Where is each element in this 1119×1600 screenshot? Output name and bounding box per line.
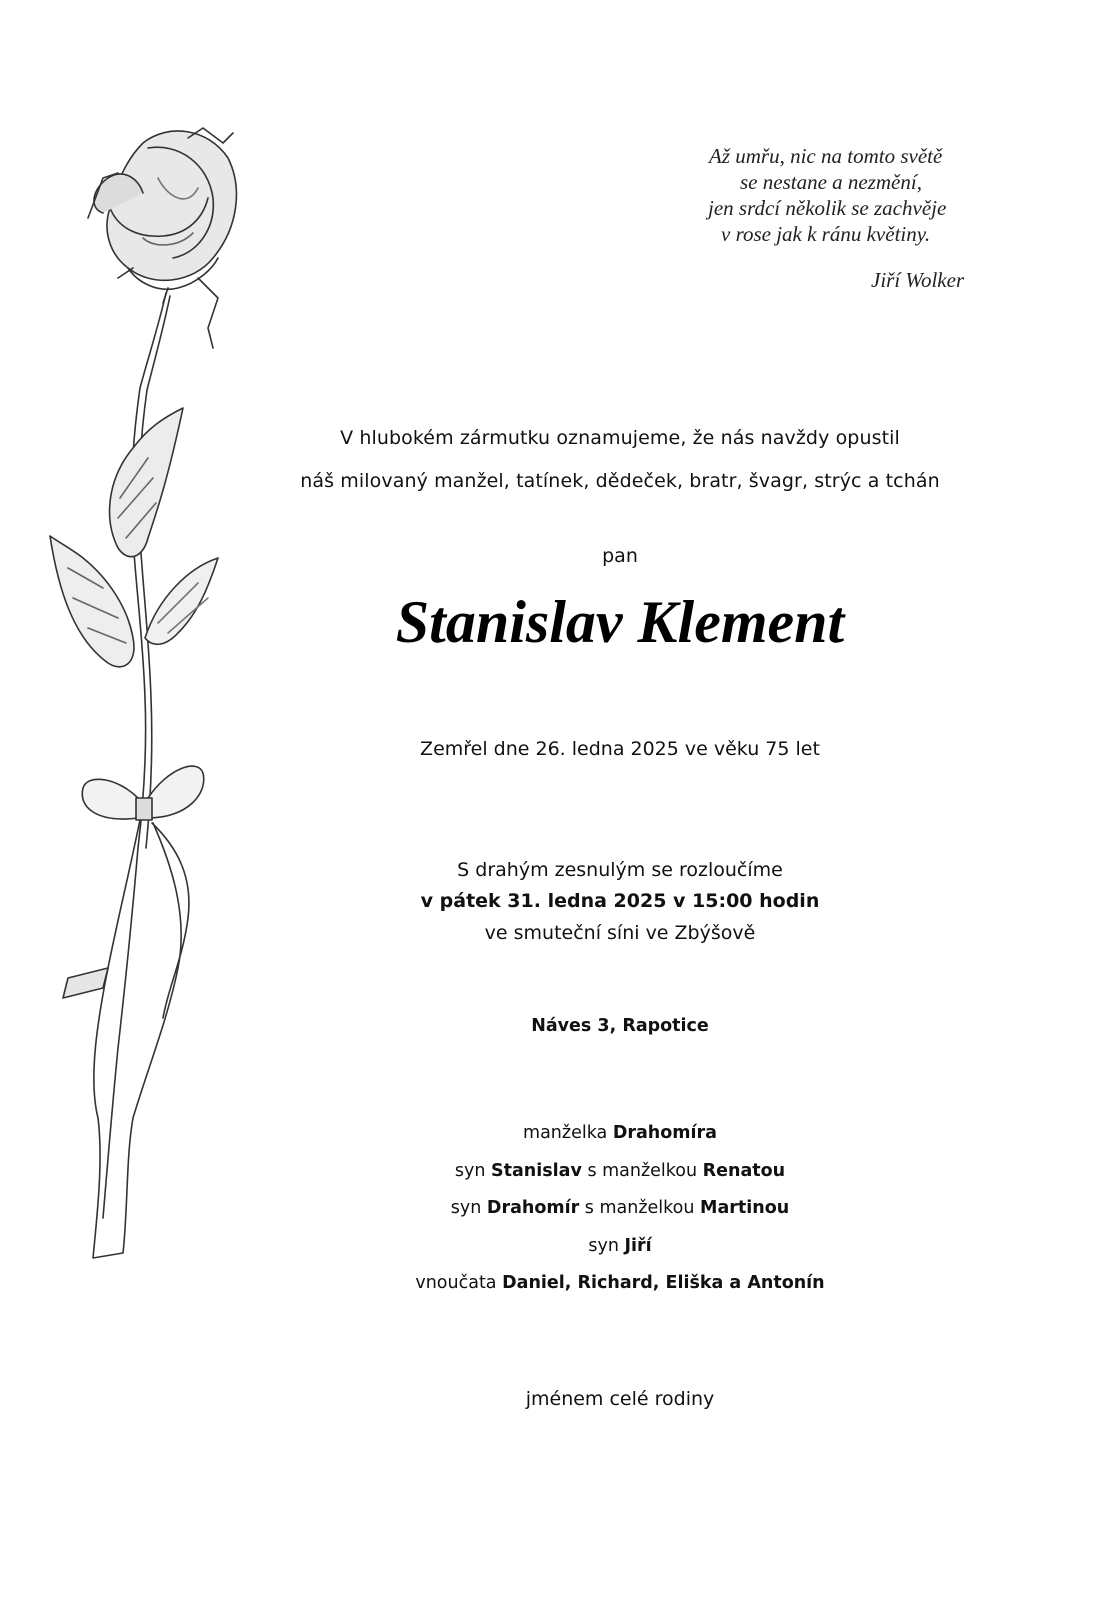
farewell-line: S drahým zesnulým se rozloučíme — [457, 859, 783, 881]
poem-line: v rose jak k ránu květiny. — [721, 222, 931, 246]
mourner-line — [260, 1161, 980, 1181]
farewell-datetime: v pátek 31. ledna 2025 v 15:00 hodin — [420, 890, 820, 912]
mourner-relation: manželka — [523, 1123, 613, 1143]
poem-author: Jiří Wolker — [871, 268, 965, 292]
rose-illustration-icon — [48, 118, 266, 1278]
mourner-connector: s manželkou — [579, 1198, 701, 1218]
mourner-line — [260, 1273, 980, 1293]
mourner-name: Drahomír — [486, 1198, 580, 1218]
farewell-place: ve smuteční síni ve Zbýšově — [484, 922, 756, 944]
poem-line: Až umřu, nic na tomto světě — [709, 144, 943, 168]
death-info: Zemřel dne 26. ledna 2025 ve věku 75 let — [420, 738, 820, 760]
mourner-name: Stanislav — [491, 1161, 582, 1181]
address: Náves 3, Rapotice — [531, 1016, 709, 1036]
mourner-relation: syn — [450, 1198, 487, 1218]
mourner-relation: vnoučata — [415, 1273, 503, 1293]
mourner-line — [260, 1123, 980, 1143]
mourner-name: Drahomíra — [612, 1123, 717, 1143]
intro-line-1: V hlubokém zármutku oznamujeme, že nás navždy opustil — [340, 427, 900, 449]
intro-line-2: náš milovaný manžel, tatínek, dědeček, bratr, švagr, strýc a tchán — [300, 470, 940, 492]
mourner-relation: syn — [454, 1161, 491, 1181]
poem-line: se nestane a nezmění, — [740, 170, 922, 194]
mourner-name: Daniel, Richard, Eliška a Antonín — [502, 1273, 825, 1293]
mourner-spouse-name: Renatou — [702, 1161, 786, 1181]
honorific: pan — [602, 545, 638, 567]
mourner-relation: syn — [588, 1236, 625, 1256]
mourner-name: Jiří — [624, 1236, 652, 1256]
mourner-spouse-name: Martinou — [700, 1198, 790, 1218]
poem-block — [600, 143, 1070, 247]
mourner-line — [260, 1198, 980, 1218]
mourner-connector: s manželkou — [581, 1161, 703, 1181]
closing-line: jménem celé rodiny — [525, 1388, 715, 1410]
deceased-name: Stanislav Klement — [395, 589, 845, 655]
mourner-line — [260, 1236, 980, 1256]
poem-line: jen srdcí několik se zachvěje — [708, 196, 947, 220]
